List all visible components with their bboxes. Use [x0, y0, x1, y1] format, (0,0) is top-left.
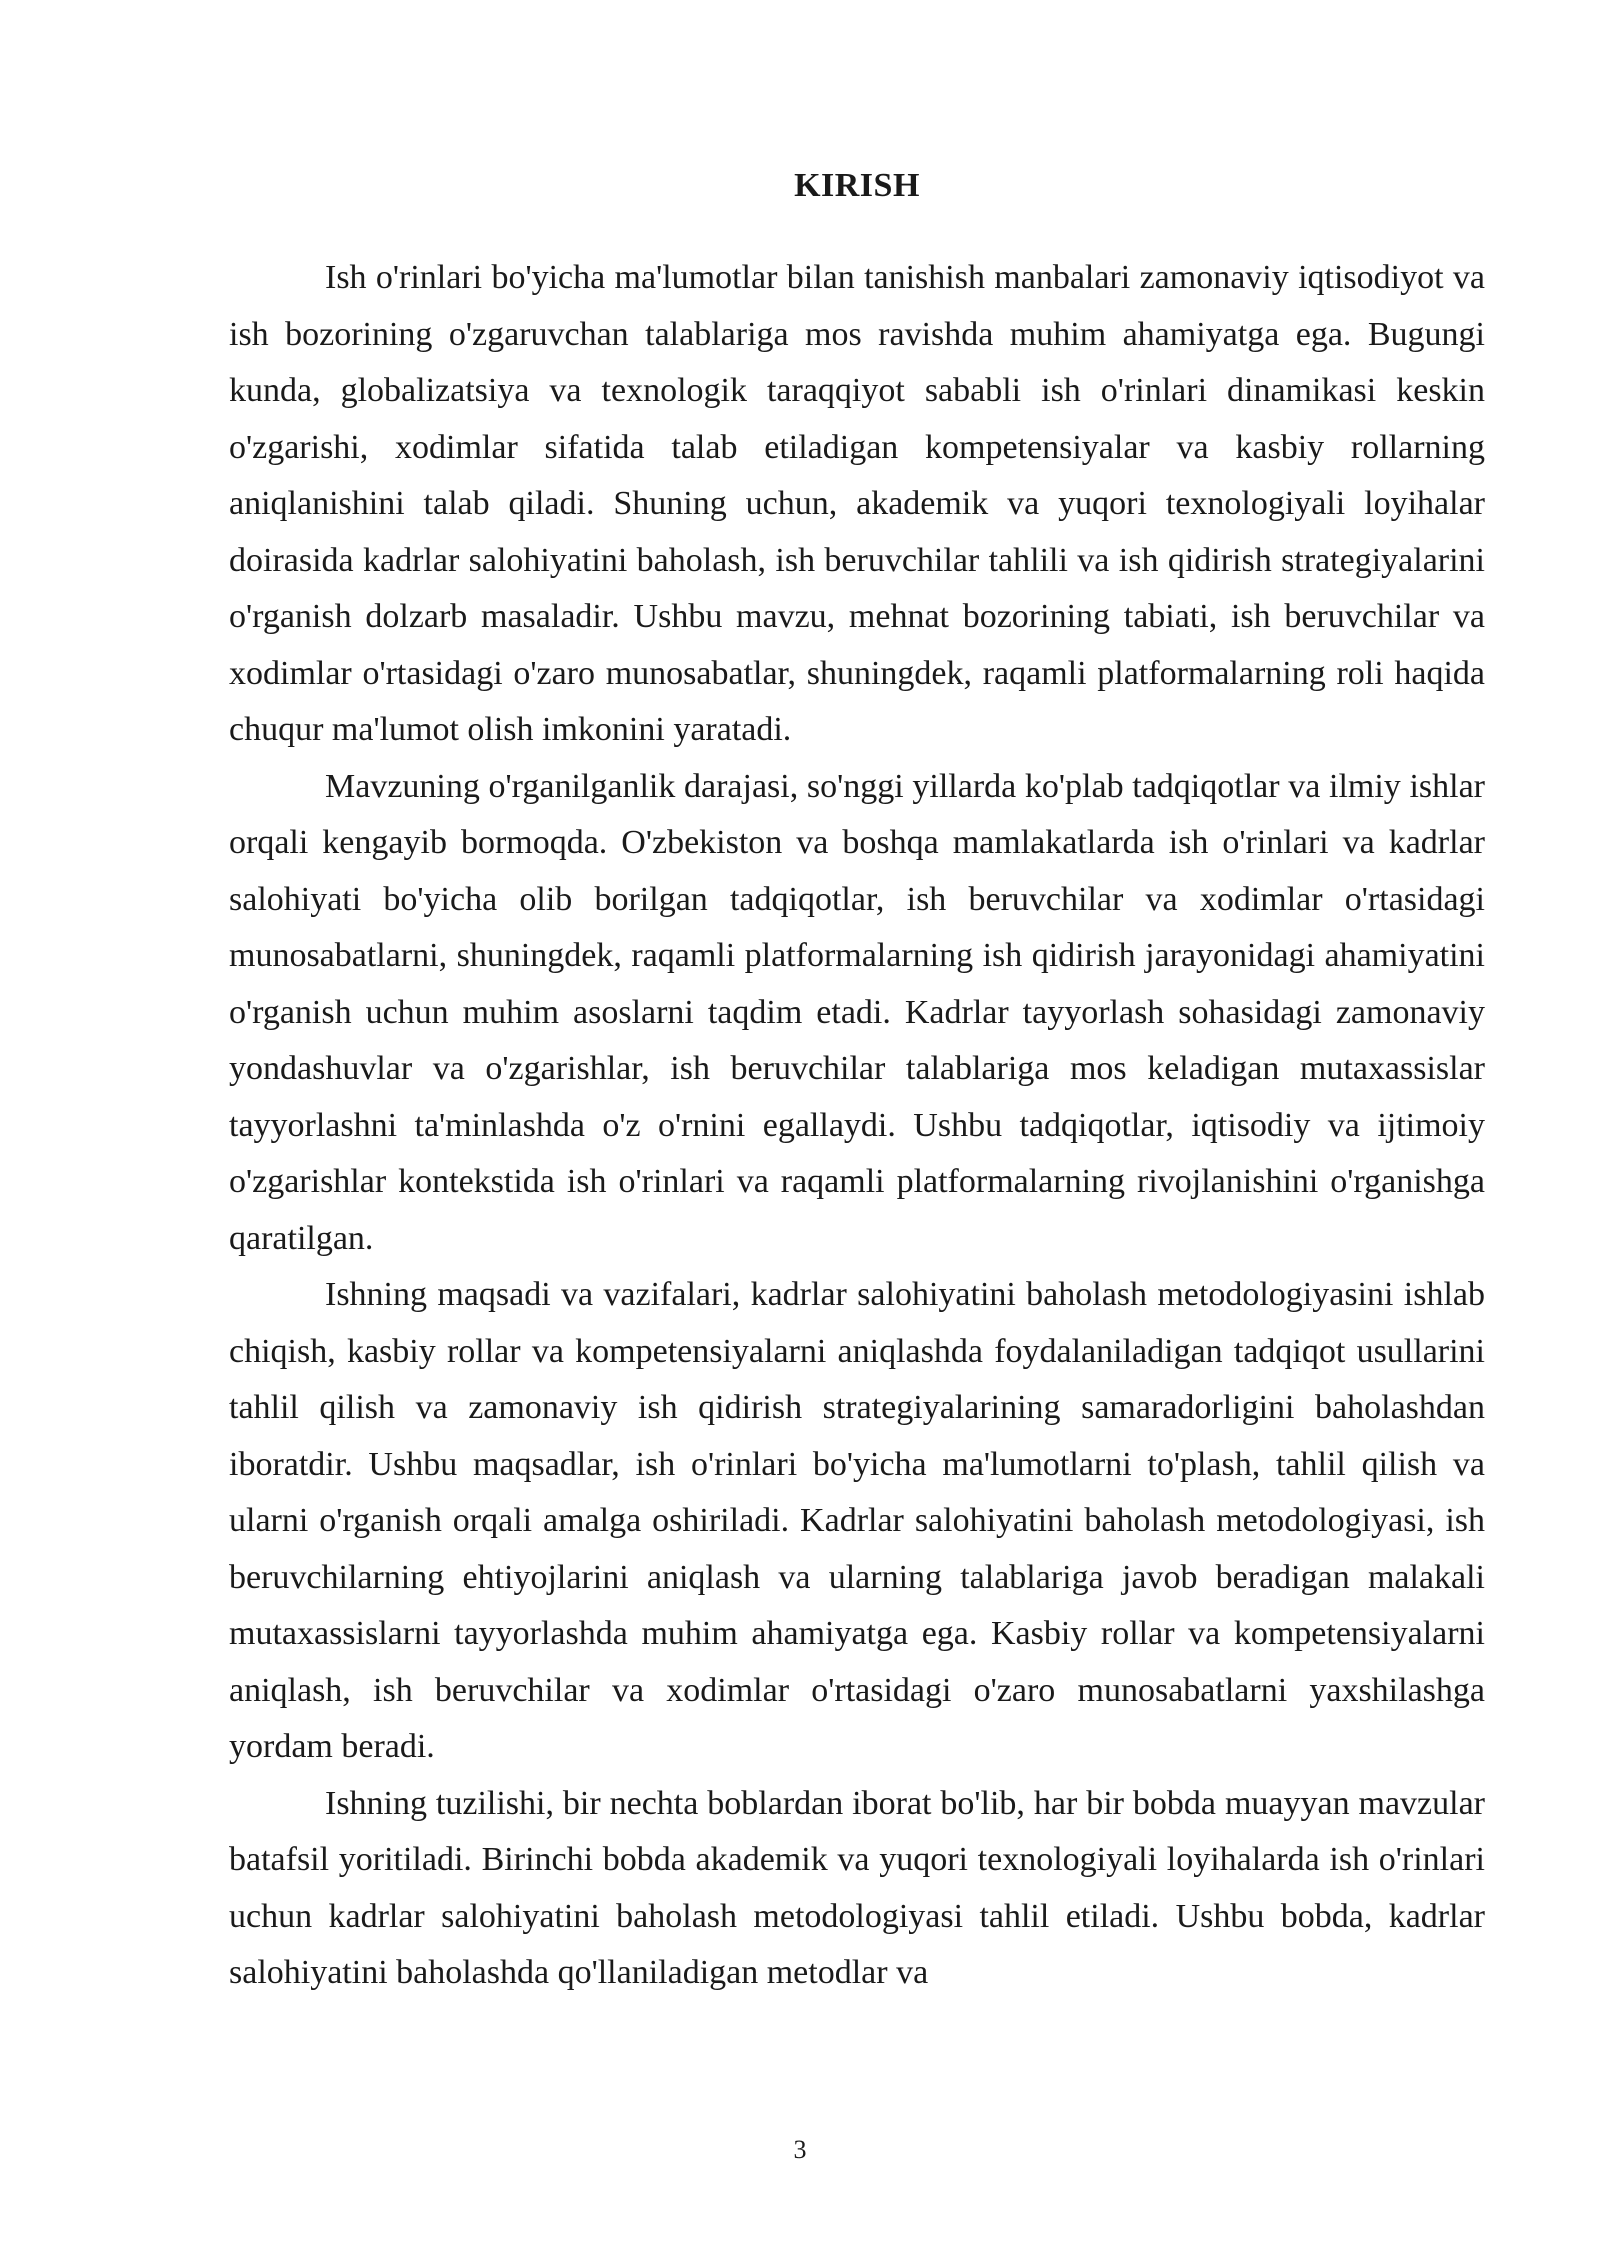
page-number: 3 — [793, 2135, 807, 2164]
paragraph-structure: Ishning tuzilishi, bir nechta boblardan iborat bo'lib, har bir bobda muayyan mavzular batafsil yoritiladi. Birinchi bobda akademik va yuqori texnologiyali loyihalarda ish o'rinlari uchun kadrlar salohiyatini baholash metodologiyasi tahlil etiladi. Ushbu bobda, kadrlar salohiyatini baholashda qo'llaniladigan metodlar va — [229, 1784, 1485, 1991]
paragraph-intro: Ish o'rinlari bo'yicha ma'lumotlar bilan tanishish manbalari zamonaviy iqtisodiyot va ish bozorining o'zgaruvchan talablariga mos ravishda muhim ahamiyatga ega. Bugungi kunda, globalizatsiya va texnologik taraqqiyot sababli ish o'rinlari dinamikasi keskin o'zgarishi, xodimlar sifatida talab etiladigan kompetensiyalar va kasbiy rollarning aniqlanishini talab qiladi. Shuning uchun, akademik va yuqori texnologiyali loyihalar doirasida kadrlar salohiyatini baholash, ish beruvchilar tahlili va ish qidirish strategiyalarini o'rganish dolzarb masaladir. Ushbu mavzu, mehnat bozorining tabiati, ish beruvchilar va xodimlar o'rtasidagi o'zaro munosabatlar, shuningdek, raqamli platformalarning roli haqida chuqur ma'lumot olish imkonini yaratadi. — [229, 259, 1485, 748]
paragraph-study-level: Mavzuning o'rganilganlik darajasi, so'nggi yillarda ko'plab tadqiqotlar va ilmiy ishlar orqali kengayib bormoqda. O'zbekiston va boshqa mamlakatlarda ish o'rinlari va kadrlar salohiyati bo'yicha olib borilgan tadqiqotlar, ish beruvchilar va xodimlar o'rtasidagi munosabatlarni, shuningdek, raqamli platformalarning ish qidirish jarayonidagi ahamiyatini o'rganish uchun muhim asoslarni taqdim etadi. Kadrlar tayyorlash sohasidagi zamonaviy yondashuvlar va o'zgarishlar, ish beruvchilar talablariga mos keladigan mutaxassislar tayyorlashni ta'minlashda o'z o'rnini egallaydi. Ushbu tadqiqotlar, iqtisodiy va ijtimoiy o'zgarishlar kontekstida ish o'rinlari va raqamli platformalarning rivojlanishini o'rganishga qaratilgan. — [229, 767, 1485, 1257]
paragraph-goals: Ishning maqsadi va vazifalari, kadrlar salohiyatini baholash metodologiyasini ishlab chiqish, kasbiy rollar va kompetensiyalarni aniqlashda foydalaniladigan tadqiqot usullarini tahlil qilish va zamonaviy ish qidirish strategiyalarining samaradorligini baholashdan iboratdir. Ushbu maqsadlar, ish o'rinlari bo'yicha ma'lumotlarni to'plash, tahlil qilish va ularni o'rganish orqali amalga oshiriladi. Kadrlar salohiyatini baholash metodologiyasi, ish beruvchilarning ehtiyojlarini aniqlash va ularning talablariga javob beradigan malakali mutaxassislarni tayyorlashda muhim ahamiyatga ega. Kasbiy rollar va kompetensiyalarni aniqlash, ish beruvchilar va xodimlar o'rtasidagi o'zaro munosabatlarni yaxshilashga yordam beradi. — [229, 1276, 1485, 1765]
page-title: KIRISH — [794, 167, 920, 204]
body-text — [229, 250, 1485, 2002]
